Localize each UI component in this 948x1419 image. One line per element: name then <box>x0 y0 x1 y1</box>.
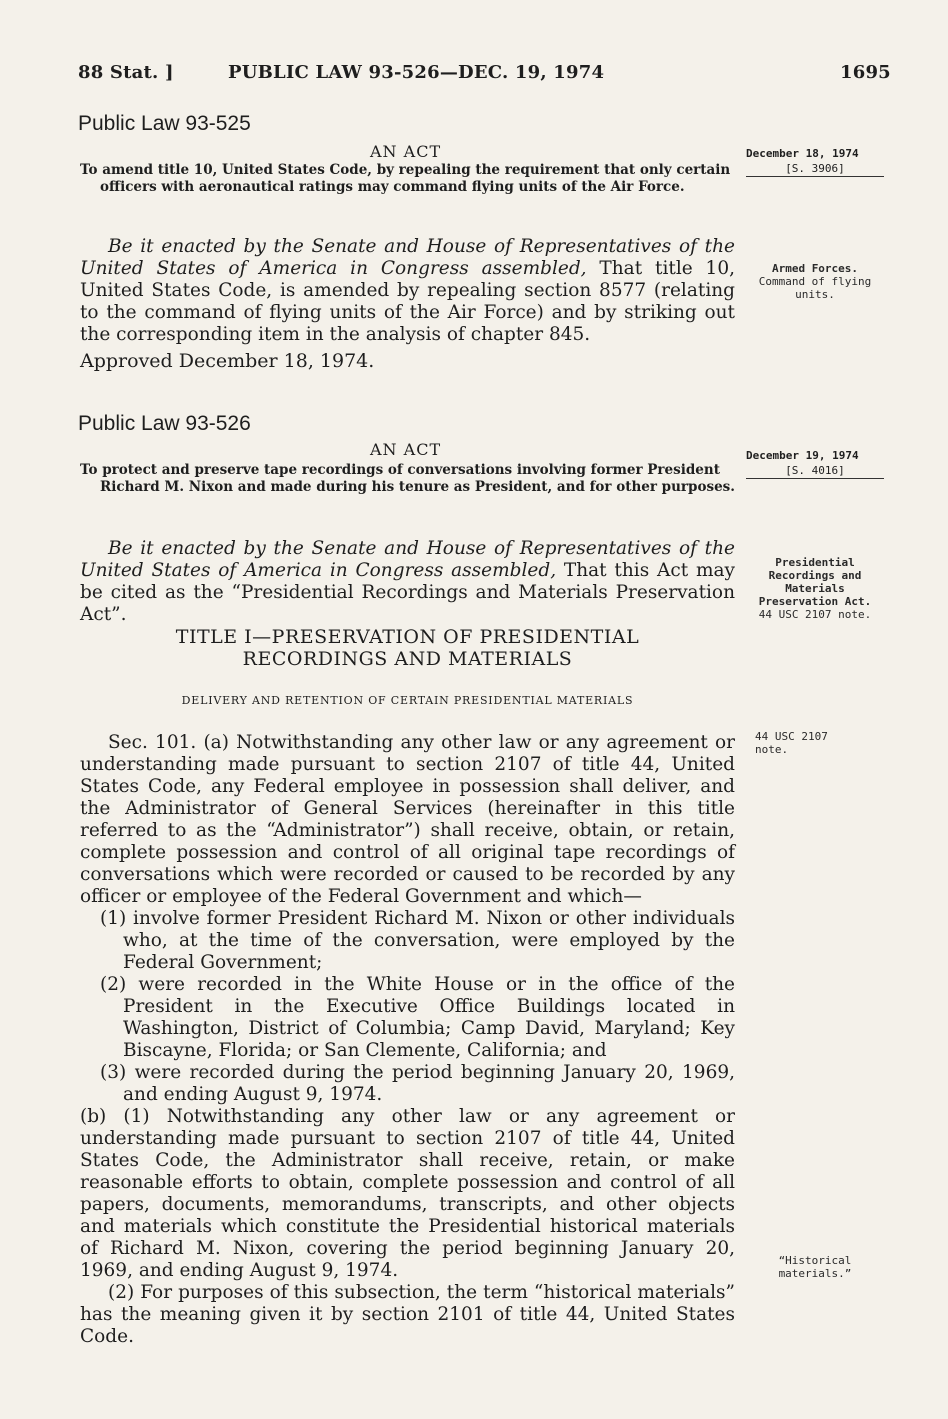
law1-bill-number: [S. 3906] <box>746 161 884 177</box>
header-page-number: 1695 <box>840 62 891 83</box>
law2-bill-number: [S. 4016] <box>746 463 884 479</box>
sec-101-a: Sec. 101. (a) Notwithstanding any other law or any agreement or understanding made pursuant to section 2107 of title 44, United States Code, any Federal employee in possession shall deliver, and the Administrator of General Services (hereinafter in this title referred to as the “Administrator”) shall receive, obtain, or retain, complete possession and control of all original tape recordings of conversations which were recorded or caused to be recorded by any officer or employee of the Federal Government and which— <box>80 732 735 907</box>
law1-margin-note <box>745 262 885 301</box>
sec-101-a-3: (3) were recorded during the period beginning January 20, 1969, and ending August 9, 1974. <box>100 1062 735 1105</box>
sec-101-b-1: (b) (1) Notwithstanding any other law or any agreement or understanding made pursuant to section 2107 of title 44, United States Code, the Administrator shall receive, retain, or make reasonable efforts to obtain, complete possession and control of all papers, documents, memorandums, transcripts, and other objects and materials which constitute the Presidential historical materials of Richard M. Nixon, covering the period beginning January 20, 1969, and ending August 9, 1974. <box>80 1106 735 1281</box>
law2-an-act: AN ACT <box>370 440 442 459</box>
law2-date: December 19, 1974 <box>746 449 859 462</box>
law1-date: December 18, 1974 <box>746 147 859 160</box>
law1-margin-note-heading: Armed Forces. <box>771 262 859 275</box>
law2-side-date <box>746 448 886 479</box>
law2-enacting-rest: That this Act may be cited as the “Presidential Recordings and Materials Preservation Act”. <box>80 560 735 625</box>
sec-101-b-2: (2) For purposes of this subsection, the term “historical materials” has the meaning given it by section 2101 of title 44, United States Code. <box>80 1282 735 1347</box>
section-101-body <box>80 732 735 1348</box>
law2-enacting-italic: Be it enacted by the Senate and House of Representatives of the United States of America in Congress assembled, <box>80 538 735 581</box>
law1-side-date <box>746 146 886 177</box>
law2-margin-note-1 <box>745 556 885 621</box>
title-heading-line-1: TITLE I—PRESERVATION OF PRESIDENTIAL <box>175 626 640 648</box>
law1-enacting-italic: Be it enacted by the Senate and House of Representatives of the United States of America in Congress assembled, <box>80 236 735 279</box>
law2-title: Public Law 93-526 <box>78 412 251 435</box>
law1-title: Public Law 93-525 <box>78 112 251 135</box>
title-heading-line-2: RECORDINGS AND MATERIALS <box>242 648 573 670</box>
law1-margin-note-text: Command of flying units. <box>758 275 872 301</box>
header-stat: 88 Stat. ] <box>78 62 174 83</box>
law1-an-act: AN ACT <box>370 142 442 161</box>
sec-101-a-1: (1) involve former President Richard M. Nixon or other individuals who, at the time of the conversation, were employed by the Federal Government; <box>100 908 735 973</box>
law1-approved: Approved December 18, 1974. <box>80 350 375 372</box>
law2-enacting-clause <box>80 538 735 626</box>
law1-enacting-rest: That title 10, United States Code, is amended by repealing section 8577 (relating to the command of flying units of the Air Force) and by striking out the corresponding item in the analysis of chapter 845. <box>80 258 735 345</box>
law2-margin-note-1-citation: 44 USC 2107 note. <box>758 608 872 621</box>
sec-101-a-2: (2) were recorded in the White House or in the office of the President in the Executive Office Buildings located in Washington, District of Columbia; Camp David, Maryland; Key Biscayne, Florida; or San Clemente, California; and <box>100 974 735 1061</box>
title-heading <box>80 626 735 670</box>
law1-enacting-clause <box>80 236 735 346</box>
law2-margin-note-2: 44 USC 2107 note. <box>755 730 828 756</box>
section-subheading: DELIVERY AND RETENTION OF CERTAIN PRESIDENTIAL MATERIALS <box>181 694 634 707</box>
law1-purpose: To amend title 10, United States Code, by repealing the requirement that only certain officers with aeronautical ratings may command flying units of the Air Force. <box>80 162 731 195</box>
law2-margin-note-3: “Historical materials.” <box>778 1254 852 1280</box>
law2-purpose: To protect and preserve tape recordings of conversations involving former President Richard M. Nixon and made during his tenure as President, and for other purposes. <box>80 462 735 495</box>
header-title: PUBLIC LAW 93-526—DEC. 19, 1974 <box>228 62 605 83</box>
law2-margin-note-1-text: Presidential Recordings and Materials Preservation Act. <box>758 556 872 608</box>
